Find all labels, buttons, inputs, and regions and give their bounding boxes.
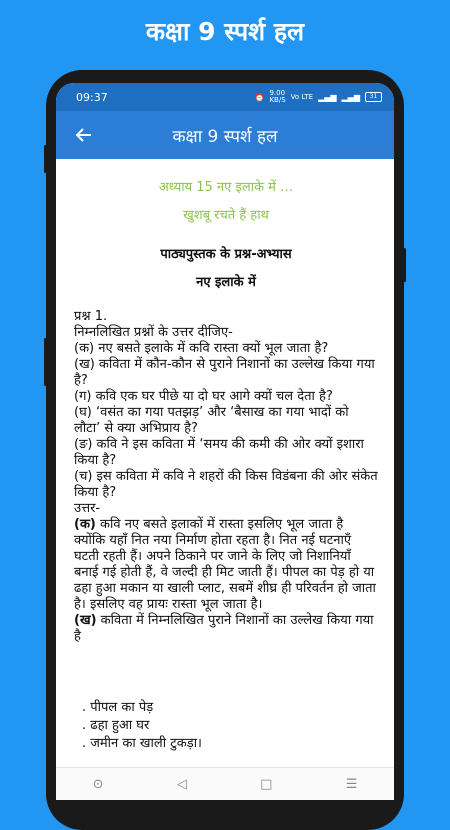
volte-indicator: Vo LTE <box>290 93 314 101</box>
section-heading-2: नए इलाके में <box>196 275 256 290</box>
banner-title: कक्षा 9 स्पर्श हल <box>145 17 305 46</box>
phone-volume-button <box>44 338 47 386</box>
app-screen <box>56 83 394 800</box>
back-triangle-icon[interactable]: ◁ <box>176 776 187 792</box>
alarm-icon: ⏰ <box>254 92 265 102</box>
status-bar <box>56 83 394 111</box>
battery-icon: 31 <box>365 92 382 102</box>
answer-a <box>74 517 378 613</box>
status-icons <box>255 90 383 104</box>
phone-power-button <box>403 248 406 282</box>
question-item: (ख) कविता में कौन-कौन से पुराने निशानों का उल्लेख किया गया है? <box>74 357 375 388</box>
chapter-line-2: खुशबू रचते हैं हाथ <box>183 208 269 223</box>
question-item: (ङ) कवि ने इस कविता में ‘समय की कमी की ओर क्यों इशारा किया है? <box>74 437 364 468</box>
section-headings <box>74 241 378 297</box>
questions-block <box>74 309 378 751</box>
content-area[interactable] <box>56 159 394 751</box>
accessibility-icon[interactable]: ⊙ <box>92 776 104 792</box>
list-item: . जमीन का खाली टुकड़ा। <box>82 736 202 751</box>
answer-b <box>74 613 378 645</box>
list-item: . ढहा हुआ घर <box>82 718 150 733</box>
network-speed: 9.00 KB/S <box>269 89 286 104</box>
signal-icon: ▂▄▆ <box>318 92 337 102</box>
answer-a-text: कवि नए बसते इलाकों में रास्ता इसलिए भूल जाता है क्योंकि यहाँ नित नया निर्माण होता रहता है। नित नई घटनाएँ घटती रहती हैं। अपने ठिकाने पर जाने के लिए जो निशानियाँ बनाई गई होती हैं, वे जल्दी ही मिट जाती हैं। पीपल का पेड़ हो या ढहा हुआ मकान या खाली प्लाट, सबमें शीघ्र ही परिवर्तन हो जाता है। इसलिए वह प्रायः रास्ता भूल जाता है। <box>74 517 376 612</box>
section-heading-1: पाठ्यपुस्तक के प्रश्न-अभ्यास <box>160 247 292 262</box>
phone-side-button <box>44 145 47 173</box>
answer-b-list <box>74 699 378 751</box>
question-item: (ग) कवि एक घर पीछे या दो घर आगे क्यों चल देता है? <box>74 389 333 404</box>
answer-label: उत्तर- <box>74 501 101 516</box>
question-number: प्रश्न 1. <box>74 309 108 324</box>
app-title: कक्षा 9 स्पर्श हल <box>172 126 278 147</box>
question-item: (च) इस कविता में कवि ने शहरों की किस विडंबना की ओर संकेत किया है? <box>74 469 378 500</box>
home-square-icon[interactable]: □ <box>260 776 273 792</box>
app-bar <box>56 111 394 159</box>
chapter-line-1: अध्याय 15 नए इलाके में … <box>158 180 294 195</box>
android-nav-bar <box>56 767 394 800</box>
signal-icon-2: ▂▄▆ <box>341 92 360 102</box>
status-time: 09:37 <box>76 90 108 104</box>
menu-icon[interactable]: ☰ <box>345 776 358 792</box>
list-item: . पीपल का पेड़ <box>82 700 154 715</box>
question-item: (क) नए बसते इलाके में कवि रास्ता क्यों भूल जाता है? <box>74 341 329 356</box>
answer-b-text: कविता में निम्नलिखित पुराने निशानों का उल्लेख किया गया है <box>74 613 374 644</box>
answer-b-label: (ख) <box>74 613 97 628</box>
arrow-left-icon[interactable] <box>64 111 104 159</box>
answer-a-label: (क) <box>74 517 96 532</box>
chapter-title <box>74 177 378 227</box>
question-item: (घ) ‘वसंत का गया पतझड़’ और ‘बैसाख का गया भादों को लौटा’ से क्या अभिप्राय है? <box>74 405 349 436</box>
question-instruction: निम्नलिखित प्रश्नों के उत्तर दीजिए- <box>74 325 233 340</box>
